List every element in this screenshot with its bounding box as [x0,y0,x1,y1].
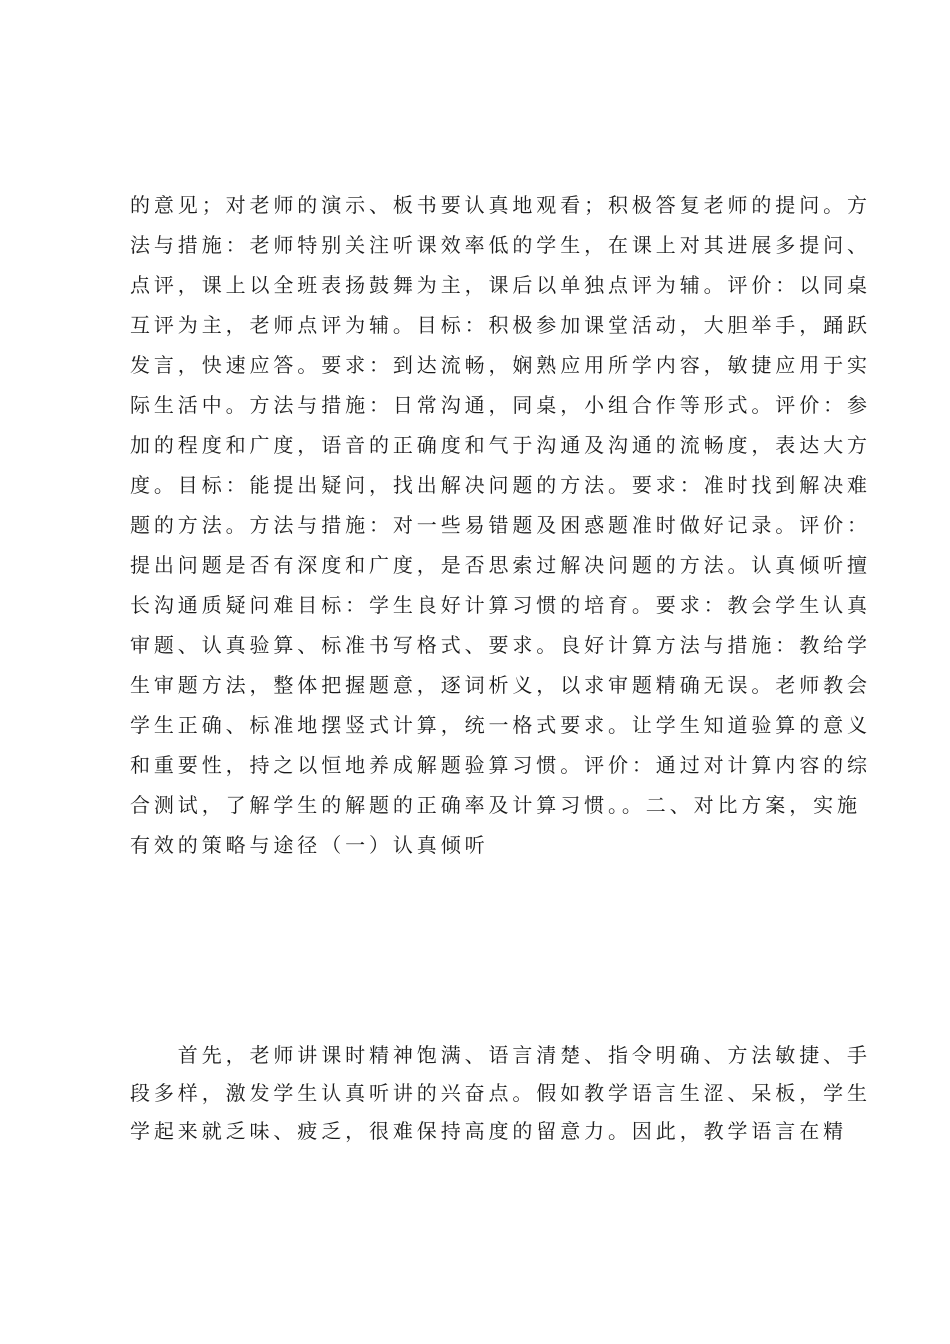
text-line: 题的方法。方法与措施：对一些易错题及困惑题准时做好记录。评价： [130,513,871,537]
text-line: 长沟通质疑问难目标：学生良好计算习惯的培育。要求：教会学生认真 [130,593,871,617]
text-line: 际生活中。方法与措施：日常沟通，同桌，小组合作等形式。评价：参 [130,393,871,417]
text-line: 学起来就乏味、疲乏，很难保持高度的留意力。因此，教学语言在精 [130,1119,847,1143]
text-line: 和重要性，持之以恒地养成解题验算习惯。评价：通过对计算内容的综 [130,753,871,777]
text-line: 加的程度和广度，语音的正确度和气于沟通及沟通的流畅度，表达大方 [130,433,871,457]
text-line: 首先，老师讲课时精神饱满、语言清楚、指令明确、方法敏捷、手 [130,1043,871,1067]
text-line: 提出问题是否有深度和广度，是否思索过解决问题的方法。认真倾听擅 [130,553,871,577]
text-line: 合测试，了解学生的解题的正确率及计算习惯。。二、对比方案，实施 [130,793,861,817]
text-line: 互评为主，老师点评为辅。目标：积极参加课堂活动，大胆举手，踊跃 [130,313,871,337]
text-line: 的意见；对老师的演示、板书要认真地观看；积极答复老师的提问。方 [130,193,871,217]
text-line: 点评，课上以全班表扬鼓舞为主，课后以单独点评为辅。评价：以同桌 [130,273,871,297]
text-line: 有效的策略与途径（一）认真倾听 [130,833,489,857]
text-line: 生审题方法，整体把握题意，逐词析义，以求审题精确无误。老师教会 [130,673,871,697]
text-line: 法与措施：老师特别关注听课效率低的学生，在课上对其进展多提问、 [130,233,871,257]
paragraph-2 [130,1036,871,1150]
text-line: 学生正确、标准地摆竖式计算，统一格式要求。让学生知道验算的意义 [130,713,871,737]
paragraph-1 [130,185,871,865]
text-line: 发言，快速应答。要求：到达流畅，娴熟应用所学内容，敏捷应用于实 [130,353,871,377]
text-line: 段多样，激发学生认真听讲的兴奋点。假如教学语言生涩、呆板，学生 [130,1081,871,1105]
text-line: 审题、认真验算、标准书写格式、要求。良好计算方法与措施：教给学 [130,633,871,657]
text-line: 度。目标：能提出疑问，找出解决问题的方法。要求：准时找到解决难 [130,473,871,497]
